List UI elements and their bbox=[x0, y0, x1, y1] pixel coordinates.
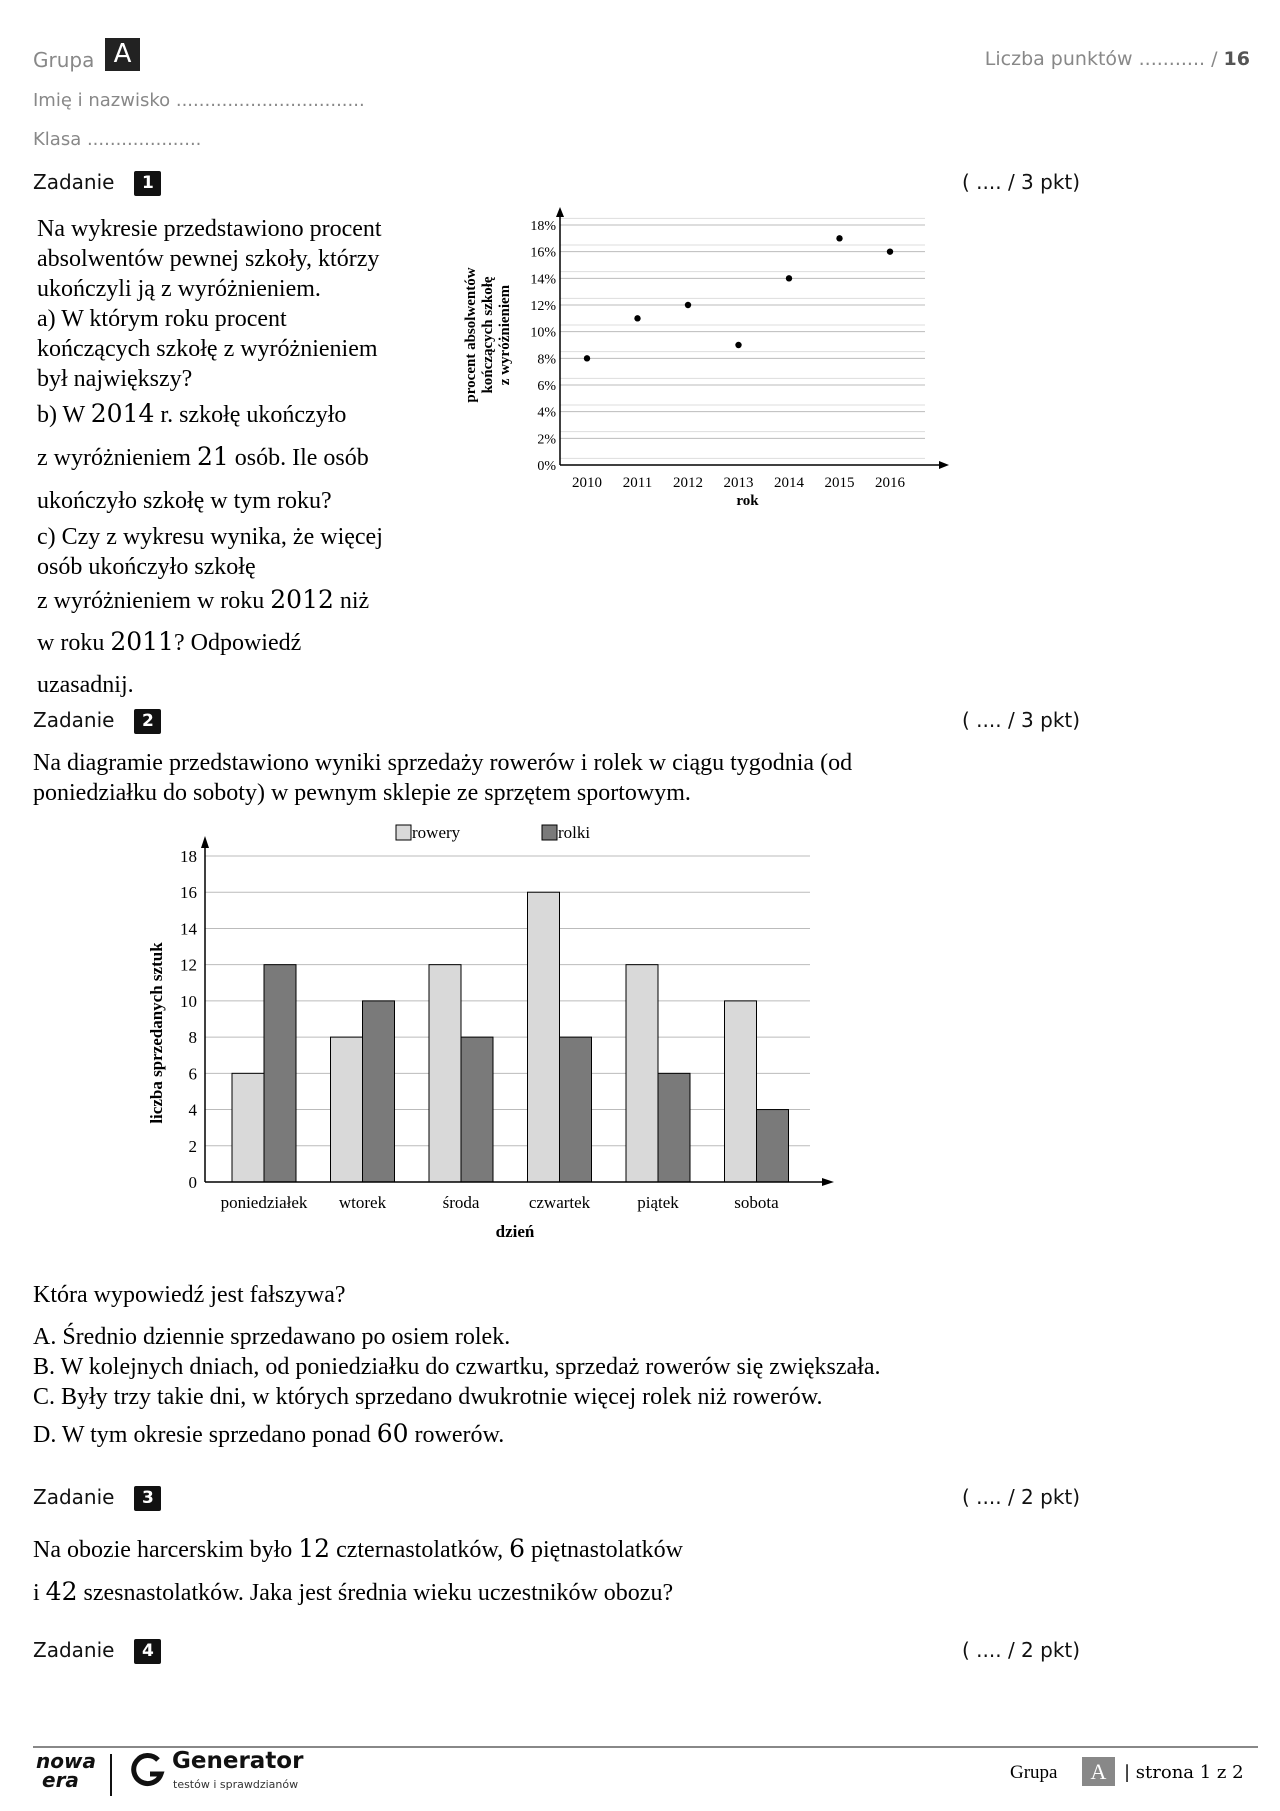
y-tick-label: 6% bbox=[537, 379, 556, 394]
task-label: Zadanie bbox=[33, 170, 115, 194]
task-2-header bbox=[33, 708, 161, 734]
data-point bbox=[836, 235, 842, 241]
task-label: Zadanie bbox=[33, 1485, 115, 1509]
task-label: Zadanie bbox=[33, 1638, 115, 1662]
task-1-line: absolwentów pewnej szkoły, którzy bbox=[37, 246, 380, 272]
x-tick-label: 2011 bbox=[622, 475, 653, 491]
task-3-text bbox=[33, 1528, 1183, 1614]
class-field: Klasa .................... bbox=[33, 129, 202, 150]
footer-group-badge: A bbox=[1082, 1757, 1115, 1786]
scatter-chart bbox=[455, 205, 960, 525]
legend-label: rolki bbox=[558, 823, 591, 842]
bar-rolki bbox=[560, 1037, 592, 1182]
option-d: D. W tym okresie sprzedano ponad 60 rowerów. bbox=[33, 1419, 505, 1448]
task-1-line: z wyróżnieniem 21 osób. Ile osób bbox=[37, 442, 369, 471]
task-3-line: Na obozie harcerskim było 12 czternastolatków, 6 piętnastolatków bbox=[33, 1534, 683, 1563]
group-badge: A bbox=[105, 38, 140, 71]
x-tick-label: 2013 bbox=[723, 475, 754, 491]
x-tick-label: środa bbox=[442, 1193, 480, 1212]
x-tick-label: 2016 bbox=[875, 475, 905, 491]
task-1-line: uzasadnij. bbox=[37, 672, 134, 698]
y-tick-label: 14% bbox=[530, 272, 556, 288]
generator-subtitle: testów i sprawdzianów bbox=[173, 1778, 299, 1791]
task-1-points: ( .... / 3 pkt) bbox=[962, 170, 1081, 194]
x-axis-arrow bbox=[822, 1178, 834, 1186]
bar-rolki bbox=[757, 1110, 789, 1182]
task-1-line: ukończyło szkołę w tym roku? bbox=[37, 488, 332, 514]
data-point bbox=[685, 302, 691, 308]
x-tick-label: czwartek bbox=[528, 1193, 591, 1212]
bar-rowery bbox=[725, 1001, 757, 1182]
points-max: 16 bbox=[1223, 48, 1250, 70]
task-2-question: Która wypowiedź jest fałszywa? bbox=[33, 1282, 346, 1308]
task-3-line: i 42 szesnastolatków. Jaka jest średnia wieku uczestników obozu? bbox=[33, 1577, 674, 1606]
bar-rowery bbox=[626, 965, 658, 1182]
group-label: Grupa bbox=[33, 48, 95, 72]
task-number: 2 bbox=[134, 709, 161, 734]
task-label: Zadanie bbox=[33, 708, 115, 732]
data-point bbox=[584, 355, 590, 361]
y-axis-arrow bbox=[201, 836, 209, 848]
task-number: 4 bbox=[134, 1639, 161, 1664]
points-total bbox=[985, 48, 1250, 70]
bar-rowery bbox=[331, 1037, 363, 1182]
x-tick-label: piątek bbox=[637, 1193, 679, 1212]
data-point bbox=[735, 342, 741, 348]
task-2-options bbox=[33, 1322, 1183, 1455]
task-number: 3 bbox=[134, 1486, 161, 1511]
task-1-line: w roku 2011? Odpowiedź bbox=[37, 627, 302, 656]
y-tick-label: 14 bbox=[180, 919, 197, 939]
x-tick-label: poniedziałek bbox=[220, 1193, 308, 1212]
y-tick-label: 8 bbox=[188, 1028, 197, 1048]
footer-group-label: Grupa bbox=[1010, 1762, 1058, 1783]
y-tick-label: 0% bbox=[537, 459, 556, 474]
y-axis-title: liczba sprzedanych sztuk bbox=[147, 942, 166, 1124]
y-tick-label: 16% bbox=[530, 245, 556, 261]
x-tick-label: sobota bbox=[734, 1193, 779, 1212]
y-axis-title: z wyróżnieniem bbox=[497, 284, 513, 386]
option-c: C. Były trzy takie dni, w których sprzedano dwukrotnie więcej rolek niż rowerów. bbox=[33, 1384, 823, 1410]
points-label: Liczba punktów ........... / bbox=[984, 48, 1218, 70]
y-tick-label: 10% bbox=[530, 325, 556, 341]
y-tick-label: 10 bbox=[180, 991, 197, 1011]
y-tick-label: 8% bbox=[537, 352, 556, 368]
bar-rolki bbox=[264, 965, 296, 1182]
option-a: A. Średnio dziennie sprzedawano po osiem rolek. bbox=[33, 1324, 511, 1350]
x-axis-title: dzień bbox=[495, 1222, 535, 1241]
y-tick-label: 2 bbox=[188, 1136, 197, 1156]
bar-rolki bbox=[658, 1073, 690, 1182]
bar-rolki bbox=[363, 1001, 395, 1182]
task-1-line: c) Czy z wykresu wynika, że więcej bbox=[37, 524, 383, 550]
task-2-intro-line: poniedziałku do soboty) w pewnym sklepie ze sprzętem sportowym. bbox=[33, 780, 691, 806]
x-tick-label: 2010 bbox=[572, 475, 602, 491]
y-tick-label: 4% bbox=[537, 405, 556, 421]
data-point bbox=[887, 248, 893, 254]
bar-rolki bbox=[461, 1037, 493, 1182]
task-4-header bbox=[33, 1638, 161, 1664]
task-1-line: osób ukończyło szkołę bbox=[37, 554, 256, 580]
data-point bbox=[634, 315, 640, 321]
task-1-header bbox=[33, 170, 161, 196]
task-1-line: z wyróżnieniem w roku 2012 niż bbox=[37, 585, 370, 614]
generator-title: Generator bbox=[172, 1748, 304, 1774]
x-tick-label: 2012 bbox=[673, 475, 703, 491]
y-tick-label: 0 bbox=[188, 1173, 197, 1192]
task-1-line: ukończyli ją z wyróżnieniem. bbox=[37, 276, 321, 302]
legend-swatch bbox=[396, 825, 411, 840]
name-field: Imię i nazwisko ................................. bbox=[33, 90, 365, 111]
task-2-intro bbox=[33, 748, 1133, 808]
task-1-text bbox=[37, 214, 437, 704]
task-3-points: ( .... / 2 pkt) bbox=[962, 1485, 1081, 1509]
task-1-line: był największy? bbox=[37, 366, 193, 392]
bar-chart bbox=[140, 820, 850, 1250]
task-2-intro-line: Na diagramie przedstawiono wyniki sprzedaży rowerów i rolek w ciągu tygodnia (od bbox=[33, 750, 853, 776]
y-tick-label: 4 bbox=[188, 1100, 197, 1120]
task-1-line: b) W 2014 r. szkołę ukończyło bbox=[37, 399, 347, 428]
nowa-era-logo: nowa era bbox=[36, 1749, 96, 1792]
bar-rowery bbox=[429, 965, 461, 1182]
y-axis-title: procent absolwentów bbox=[463, 267, 479, 403]
y-axis-arrow bbox=[556, 207, 564, 217]
y-tick-label: 12 bbox=[180, 955, 197, 975]
legend-swatch bbox=[542, 825, 557, 840]
task-2-points: ( .... / 3 pkt) bbox=[962, 708, 1081, 732]
task-4-points: ( .... / 2 pkt) bbox=[962, 1638, 1081, 1662]
y-tick-label: 6 bbox=[188, 1064, 197, 1084]
task-1-line: a) W którym roku procent bbox=[37, 306, 287, 332]
x-tick-label: wtorek bbox=[338, 1193, 387, 1212]
y-axis-title: kończących szkołę bbox=[480, 276, 496, 394]
data-point bbox=[786, 275, 792, 281]
option-b: B. W kolejnych dniach, od poniedziałku do czwartku, sprzedaż rowerów się zwiększała. bbox=[33, 1354, 881, 1380]
y-tick-label: 18 bbox=[180, 847, 197, 866]
x-tick-label: 2014 bbox=[774, 475, 804, 491]
generator-logo-icon bbox=[128, 1750, 170, 1792]
y-tick-label: 16 bbox=[180, 883, 197, 903]
bar-rowery bbox=[232, 1073, 264, 1182]
bar-rowery bbox=[528, 892, 560, 1182]
page-number: | strona 1 z 2 bbox=[1124, 1762, 1244, 1783]
task-number: 1 bbox=[134, 171, 161, 196]
x-axis-title: rok bbox=[736, 493, 759, 509]
footer-separator bbox=[110, 1754, 112, 1796]
task-3-header bbox=[33, 1485, 161, 1511]
task-1-line: kończących szkołę z wyróżnieniem bbox=[37, 336, 378, 362]
x-tick-label: 2015 bbox=[824, 475, 855, 491]
y-tick-label: 18% bbox=[530, 219, 556, 234]
y-tick-label: 12% bbox=[530, 299, 556, 314]
y-tick-label: 2% bbox=[537, 432, 556, 448]
legend-label: rowery bbox=[412, 823, 461, 842]
x-axis-arrow bbox=[939, 461, 949, 469]
task-1-line: Na wykresie przedstawiono procent bbox=[37, 216, 382, 242]
